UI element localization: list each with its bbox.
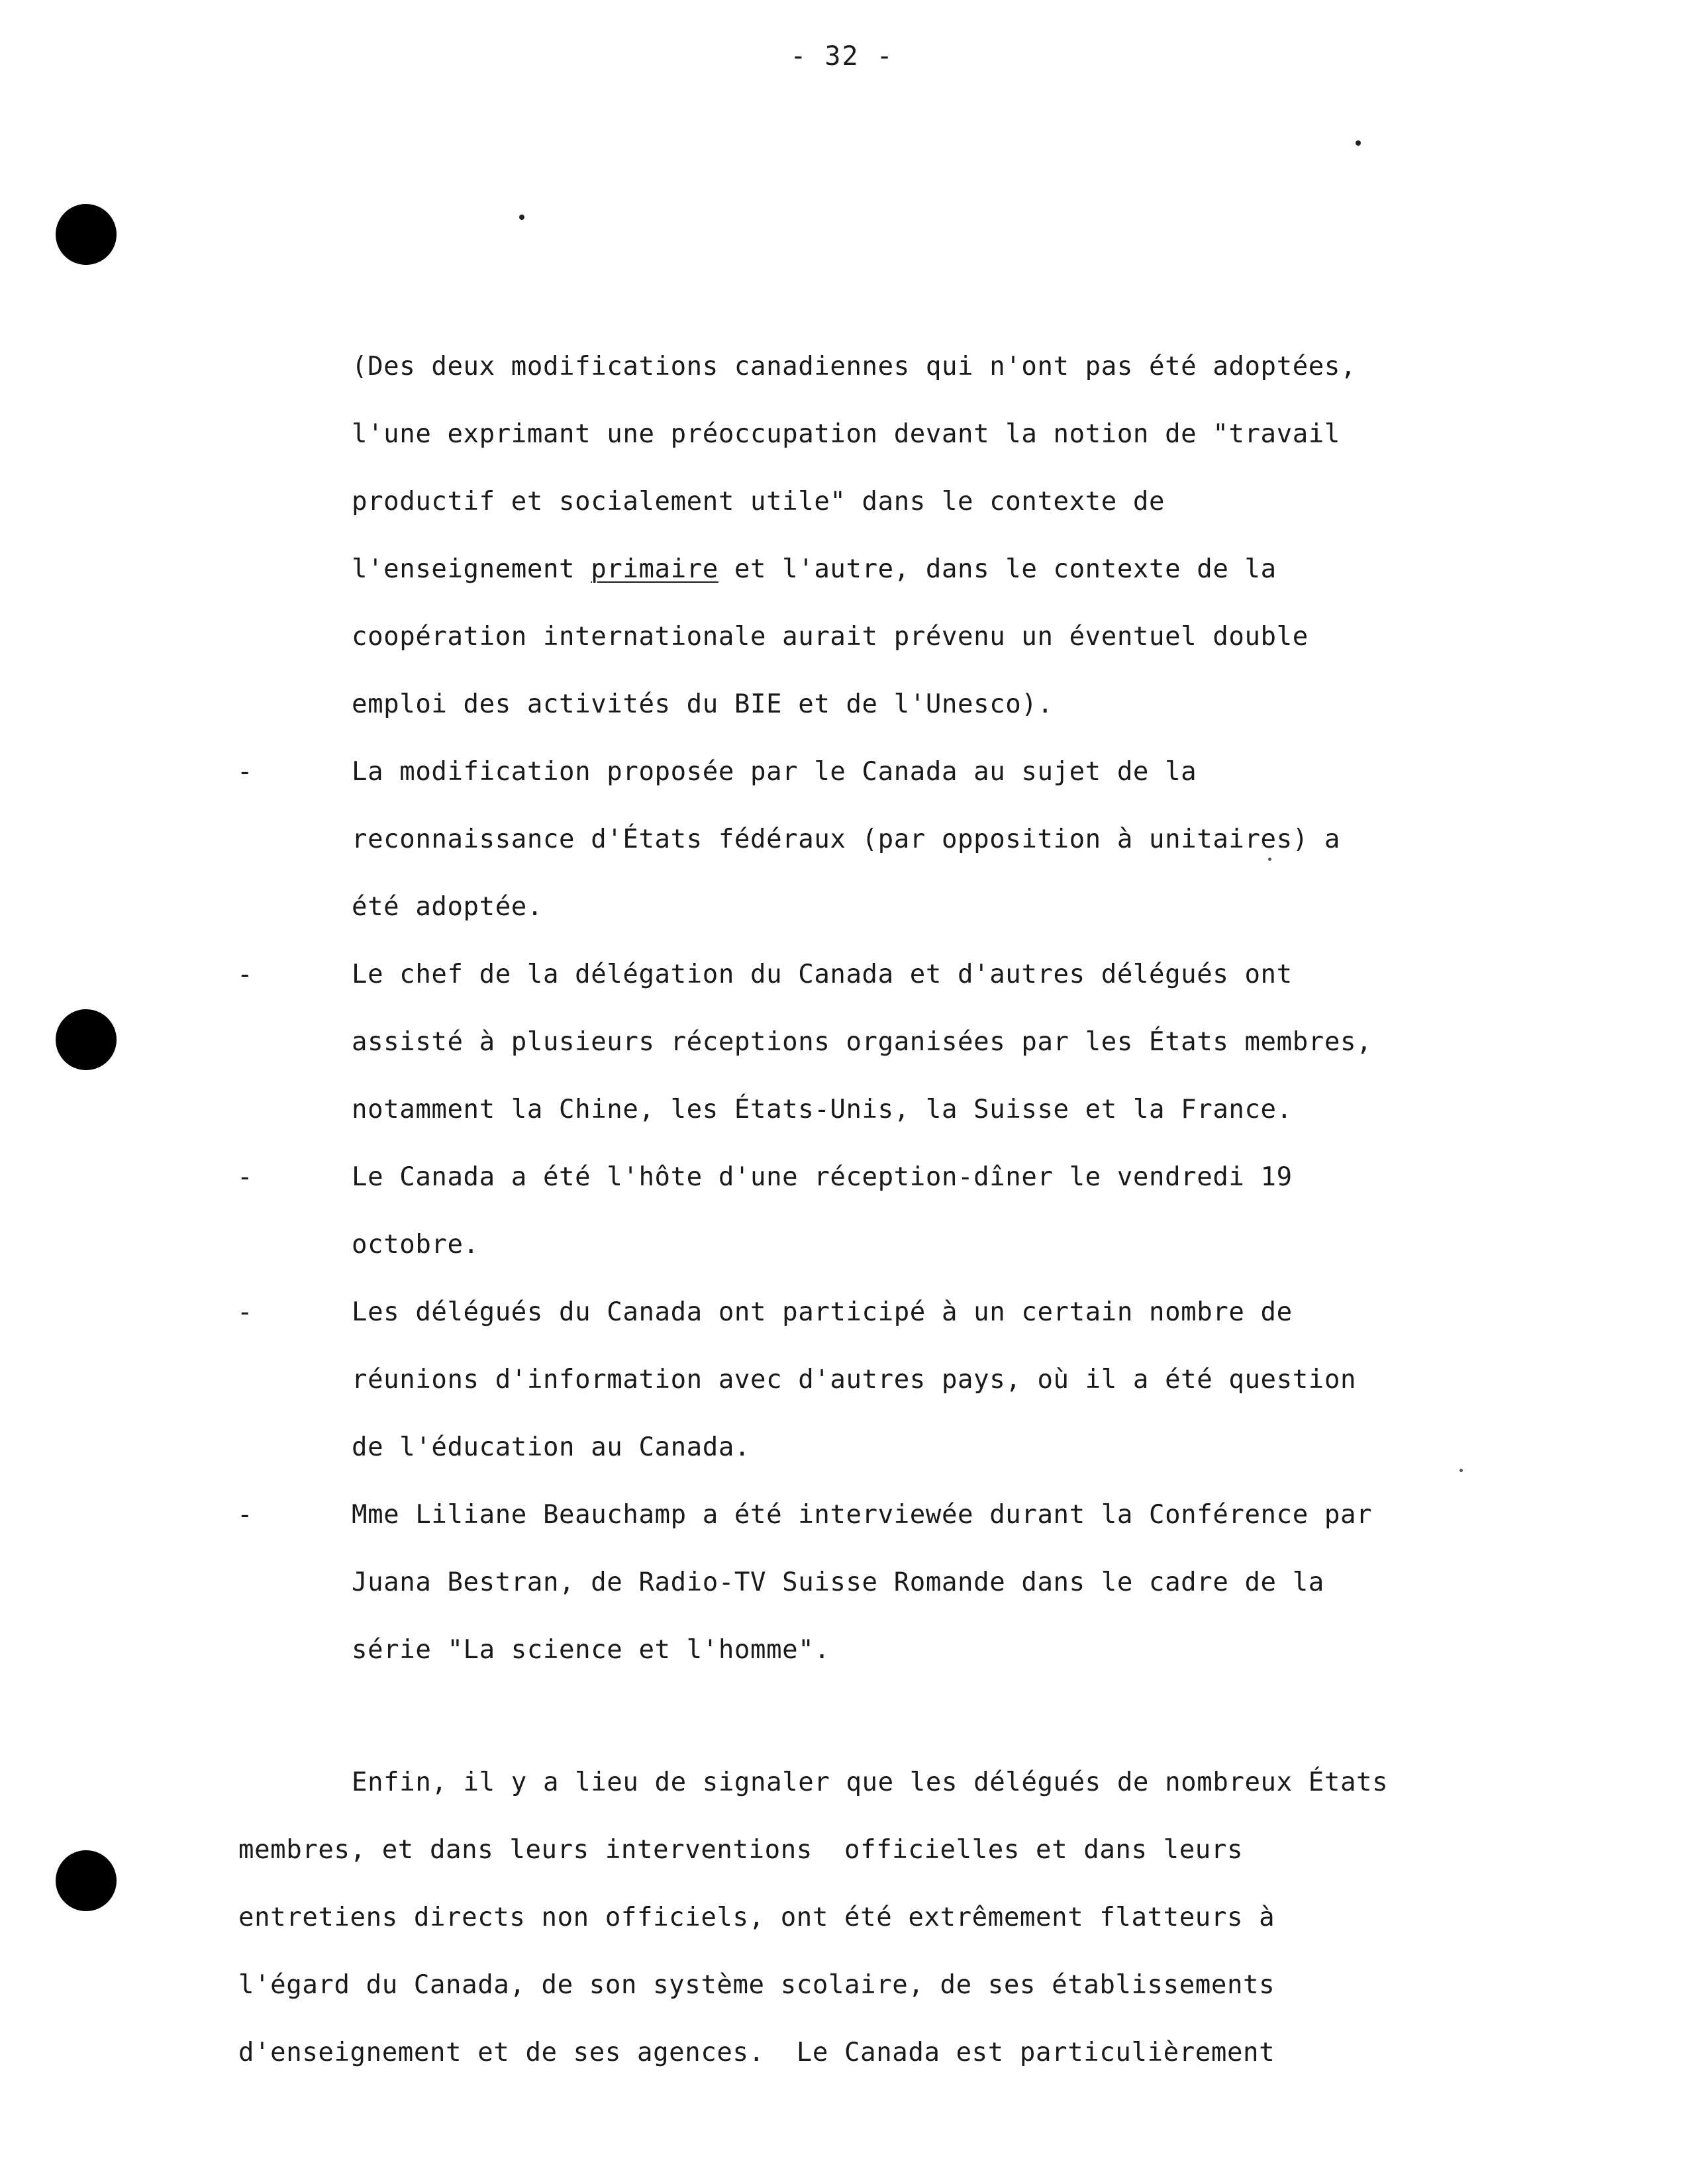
list-item-line: Juana Bestran, de Radio-TV Suisse Romande dans le cadre de la bbox=[352, 1567, 1324, 1597]
scan-speck bbox=[519, 215, 524, 220]
list-item-line: La modification proposée par le Canada au sujet de la bbox=[352, 757, 1197, 787]
list-item-line: été adoptée. bbox=[352, 892, 543, 922]
paragraph-line: entretiens directs non officiels, ont été extrêmement flatteurs à bbox=[238, 1903, 1275, 1932]
list-item-line: Le Canada a été l'hôte d'une réception-dîner le vendredi 19 bbox=[352, 1162, 1293, 1192]
text-run: l'enseignement bbox=[352, 554, 591, 584]
list-item-line: de l'éducation au Canada. bbox=[352, 1432, 750, 1462]
text-line: productif et socialement utile" dans le contexte de bbox=[352, 487, 1165, 517]
list-item-line: réunions d'information avec d'autres pays, où il a été question bbox=[352, 1365, 1357, 1395]
list-item-line: Le chef de la délégation du Canada et d'autres délégués ont bbox=[352, 960, 1293, 989]
text-line: (Des deux modifications canadiennes qui n'ont pas été adoptées, bbox=[352, 352, 1357, 381]
list-item-line: Les délégués du Canada ont participé à un certain nombre de bbox=[352, 1297, 1293, 1327]
text-line: emploi des activités du BIE et de l'Unesco). bbox=[352, 689, 1054, 719]
bullet-dash: - bbox=[237, 960, 253, 989]
paragraph-line: Enfin, il y a lieu de signaler que les délégués de nombreux États bbox=[352, 1767, 1389, 1797]
paragraph-line: d'enseignement et de ses agences. Le Canada est particulièrement bbox=[238, 2038, 1275, 2067]
paragraph-line: l'égard du Canada, de son système scolaire, de ses établissements bbox=[238, 1970, 1275, 2000]
text-line: l'une exprimant une préoccupation devant la notion de "travail bbox=[352, 419, 1340, 449]
bullet-dash: - bbox=[237, 757, 253, 787]
list-item-line: assisté à plusieurs réceptions organisées par les États membres, bbox=[352, 1027, 1373, 1057]
paragraph-line: membres, et dans leurs interventions officielles et dans leurs bbox=[238, 1835, 1244, 1865]
list-item-line: Mme Liliane Beauchamp a été interviewée durant la Conférence par bbox=[352, 1500, 1373, 1530]
text-run: et l'autre, dans le contexte de la bbox=[718, 554, 1277, 584]
list-item-line: reconnaissance d'États fédéraux (par opposition à unitaires) a bbox=[352, 824, 1340, 854]
scan-speck bbox=[1356, 140, 1361, 146]
list-item-line: octobre. bbox=[352, 1230, 479, 1260]
bullet-dash: - bbox=[237, 1297, 253, 1327]
underlined-word: primaire bbox=[591, 554, 718, 584]
list-item-line: série "La science et l'homme". bbox=[352, 1635, 830, 1665]
punch-hole-top bbox=[56, 204, 117, 265]
page-number: - 32 - bbox=[790, 41, 894, 72]
scan-speck bbox=[1268, 858, 1271, 861]
bullet-dash: - bbox=[237, 1162, 253, 1192]
bullet-dash: - bbox=[237, 1500, 253, 1530]
punch-hole-bottom bbox=[56, 1850, 117, 1911]
text-line: coopération internationale aurait prévenu un éventuel double bbox=[352, 622, 1309, 652]
scan-speck bbox=[1460, 1469, 1463, 1472]
text-line bbox=[352, 554, 1277, 585]
punch-hole-middle bbox=[56, 1009, 117, 1070]
list-item-line: notamment la Chine, les États-Unis, la Suisse et la France. bbox=[352, 1095, 1293, 1124]
